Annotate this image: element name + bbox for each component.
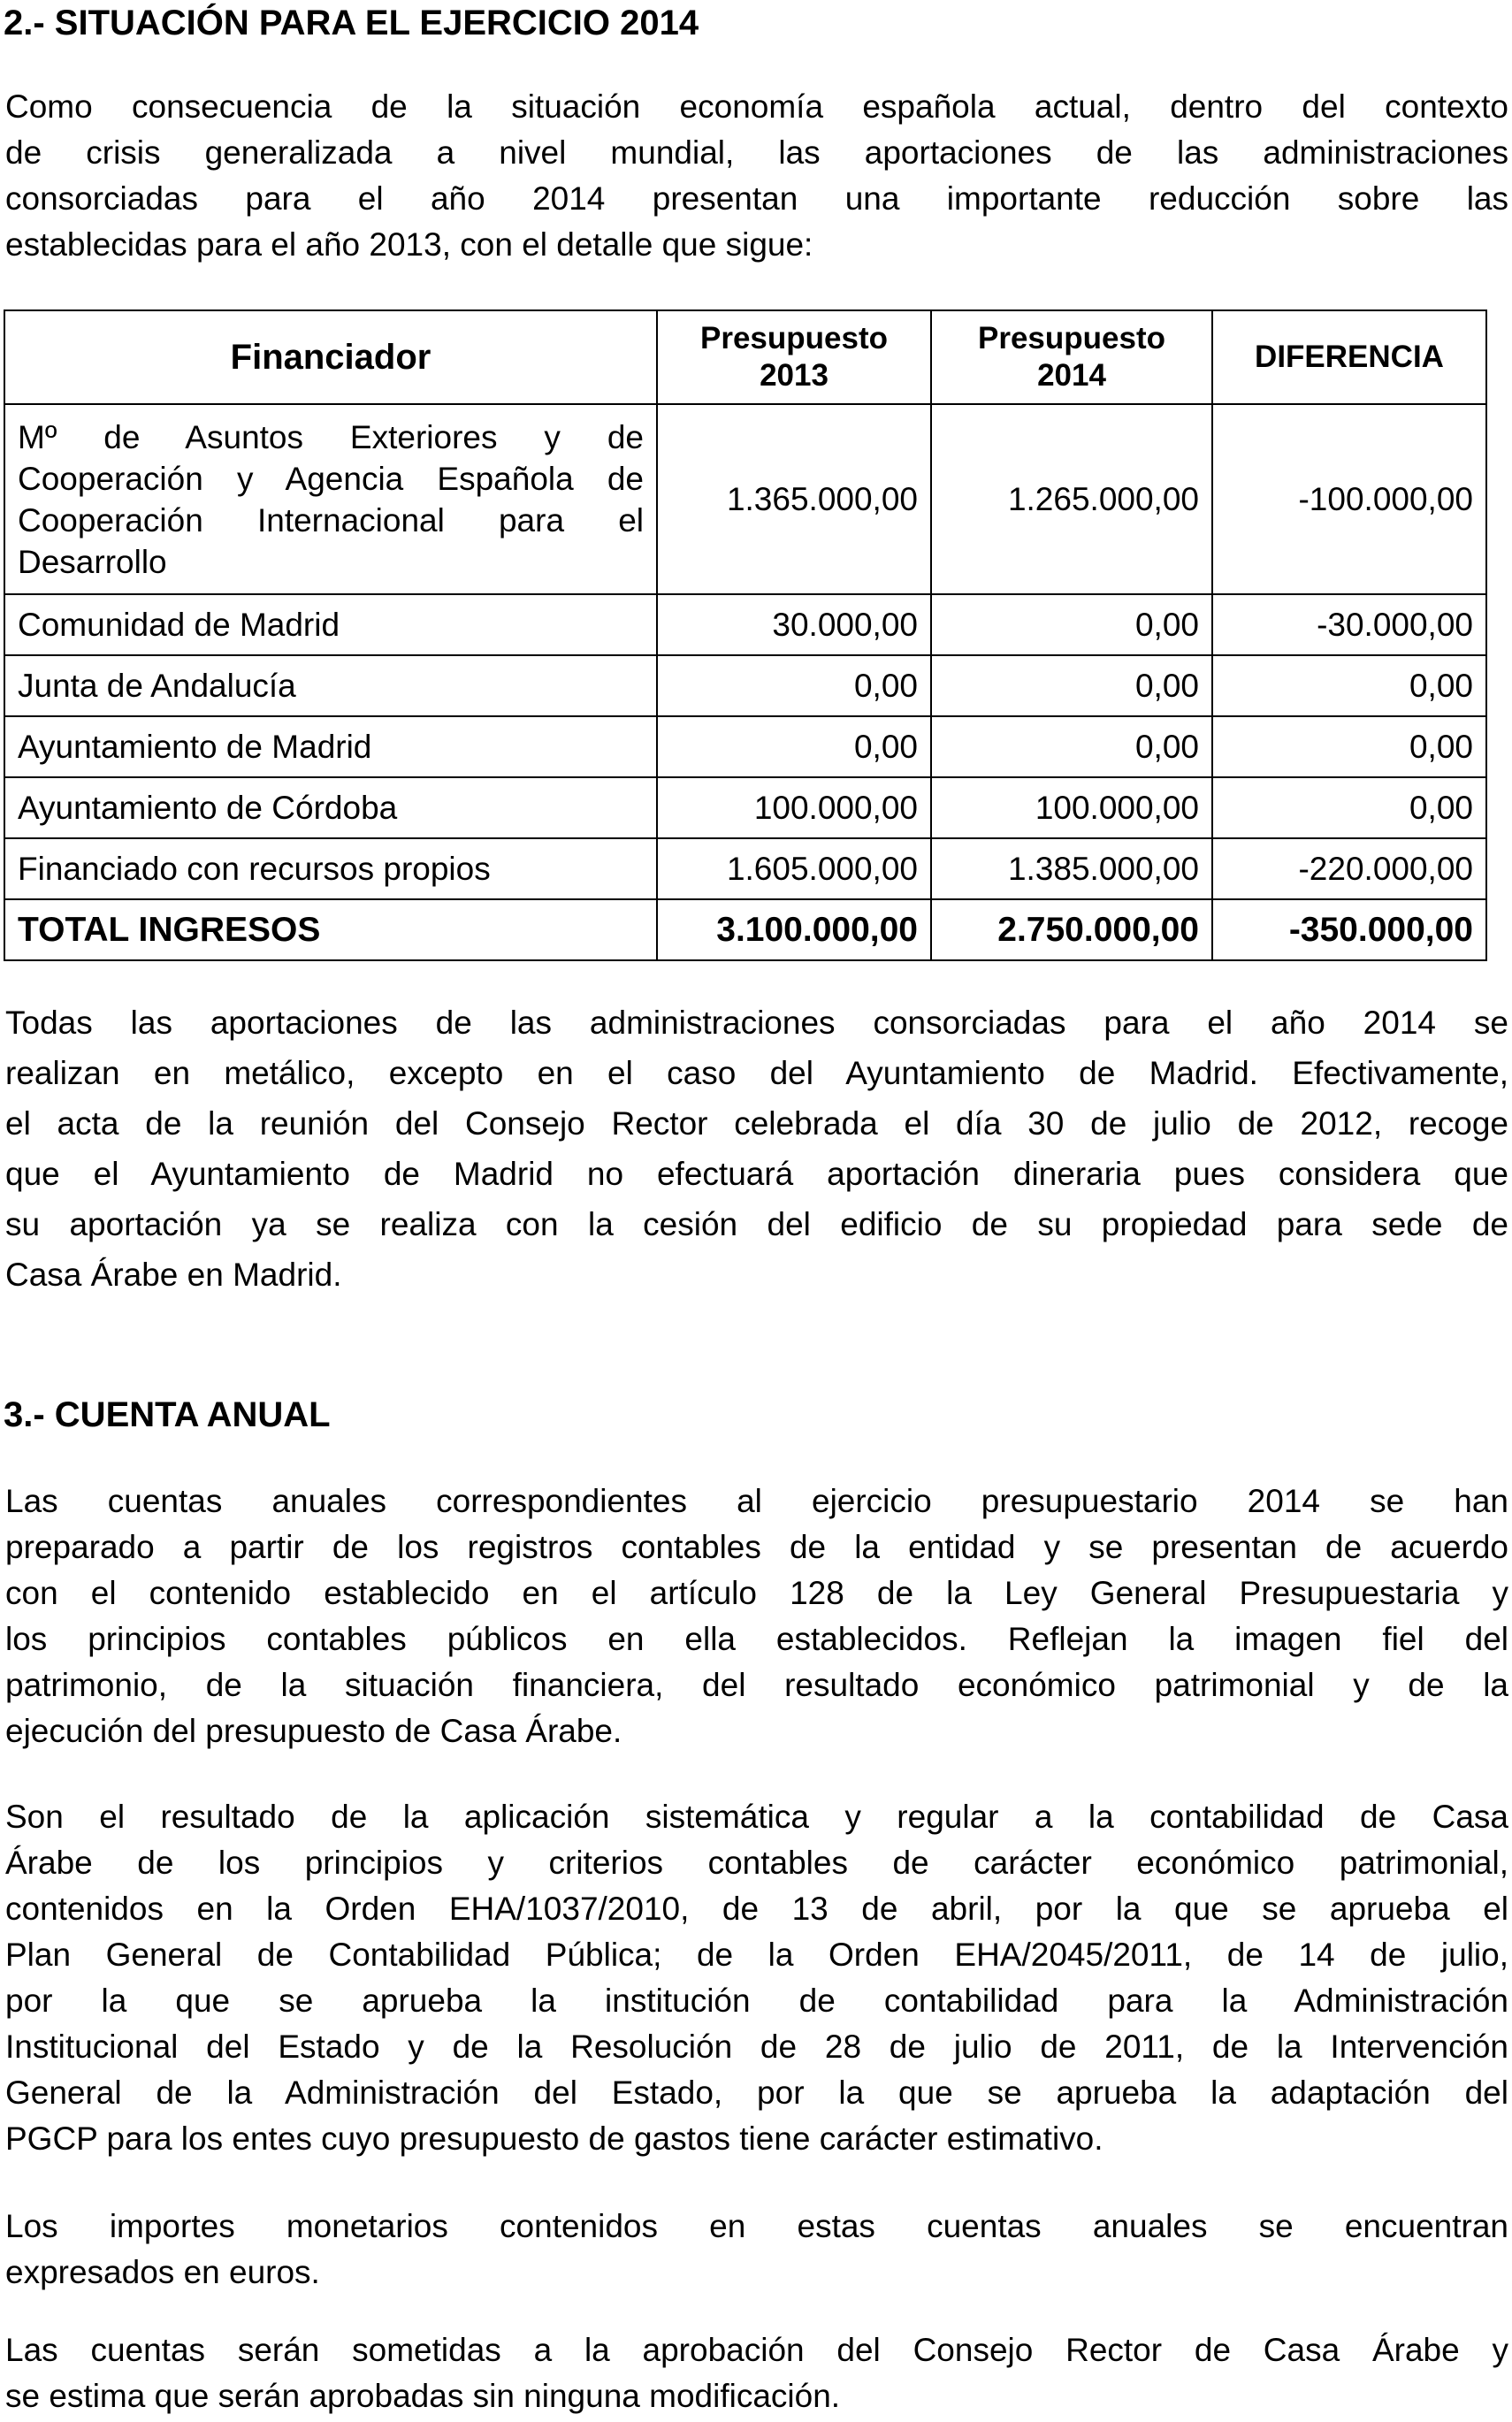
cell-presupuesto-2014: 1.385.000,00 — [931, 838, 1212, 899]
text-line: Como consecuencia de la situación economía española actual, dentro del contexto — [5, 88, 1508, 125]
cell-diferencia: 0,00 — [1212, 716, 1486, 777]
table-header-row — [4, 310, 1486, 404]
text-line: Institucional del Estado y de la Resolución de 28 de julio de 2011, de la Intervención — [5, 2029, 1508, 2065]
section-2-closing-paragraph — [5, 997, 1508, 1300]
text-line: con el contenido establecido en el artículo 128 de la Ley General Presupuestaria y — [5, 1575, 1508, 1611]
cell-presupuesto-2014: 0,00 — [931, 716, 1212, 777]
table-row — [4, 716, 1486, 777]
text-line: General de la Administración del Estado, por la que se aprueba la adaptación del — [5, 2074, 1508, 2111]
header-financiador: Financiador — [4, 310, 657, 404]
cell-presupuesto-2014: 0,00 — [931, 594, 1212, 655]
text-line: Cooperación y Agencia Española de — [18, 460, 644, 497]
header-year: 2014 — [1037, 358, 1106, 393]
cell-presupuesto-2013: 100.000,00 — [657, 777, 931, 838]
header-diferencia: DIFERENCIA — [1212, 310, 1486, 404]
table-row — [4, 655, 1486, 716]
text-line: realizan en metálico, excepto en el caso del Ayuntamiento de Madrid. Efectivamente, — [5, 1055, 1508, 1091]
cell-total-label: TOTAL INGRESOS — [4, 899, 657, 960]
text-line: expresados en euros. — [5, 2254, 320, 2290]
text-line: Los importes monetarios contenidos en estas cuentas anuales se encuentran — [5, 2208, 1508, 2244]
cell-financiador: Ayuntamiento de Córdoba — [4, 777, 657, 838]
cell-diferencia: -30.000,00 — [1212, 594, 1486, 655]
cell-presupuesto-2013: 1.365.000,00 — [657, 404, 931, 594]
text-line: contenidos en la Orden EHA/1037/2010, de 13 de abril, por la que se aprueba el — [5, 1891, 1508, 1927]
text-line: se estima que serán aprobadas sin ninguna modificación. — [5, 2378, 841, 2414]
text-line: que el Ayuntamiento de Madrid no efectuará aportación dineraria pues considera que — [5, 1156, 1508, 1192]
text-line: PGCP para los entes cuyo presupuesto de gastos tiene carácter estimativo. — [5, 2120, 1103, 2157]
text-line: Casa Árabe en Madrid. — [5, 1257, 342, 1293]
cell-diferencia: -100.000,00 — [1212, 404, 1486, 594]
table-row — [4, 404, 1486, 594]
header-year: 2013 — [760, 358, 829, 393]
section-2-intro-paragraph — [5, 84, 1508, 268]
text-line: ejecución del presupuesto de Casa Árabe. — [5, 1713, 622, 1749]
header-label: Presupuesto — [978, 321, 1165, 355]
cell-presupuesto-2013: 30.000,00 — [657, 594, 931, 655]
text-line: por la que se aprueba la institución de contabilidad para la Administración — [5, 1983, 1508, 2019]
section-3-paragraph-4 — [5, 2327, 1508, 2419]
text-line: su aportación ya se realiza con la cesión del edificio de su propiedad para sede de — [5, 1206, 1508, 1242]
header-label: Presupuesto — [700, 321, 888, 355]
cell-total-2013: 3.100.000,00 — [657, 899, 931, 960]
cell-financiador — [4, 404, 657, 594]
text-line: patrimonio, de la situación financiera, del resultado económico patrimonial y de la — [5, 1667, 1508, 1703]
cell-presupuesto-2014: 0,00 — [931, 655, 1212, 716]
text-line: Son el resultado de la aplicación sistemática y regular a la contabilidad de Casa — [5, 1799, 1508, 1835]
text-line: de crisis generalizada a nivel mundial, las aportaciones de las administraciones — [5, 134, 1508, 171]
cell-presupuesto-2013: 0,00 — [657, 655, 931, 716]
table-row — [4, 838, 1486, 899]
text-line: Las cuentas serán sometidas a la aprobación del Consejo Rector de Casa Árabe y — [5, 2332, 1508, 2368]
table-row — [4, 777, 1486, 838]
cell-presupuesto-2014: 1.265.000,00 — [931, 404, 1212, 594]
section-2-heading: 2.- SITUACIÓN PARA EL EJERCICIO 2014 — [4, 4, 699, 42]
text-line: Todas las aportaciones de las administraciones consorciadas para el año 2014 se — [5, 1005, 1508, 1041]
section-3-paragraph-1 — [5, 1478, 1508, 1754]
cell-diferencia: -220.000,00 — [1212, 838, 1486, 899]
section-3-paragraph-3 — [5, 2204, 1508, 2296]
text-line: Árabe de los principios y criterios contables de carácter económico patrimonial, — [5, 1845, 1508, 1881]
cell-presupuesto-2013: 1.605.000,00 — [657, 838, 931, 899]
cell-presupuesto-2014: 100.000,00 — [931, 777, 1212, 838]
text-line: establecidas para el año 2013, con el detalle que sigue: — [5, 226, 813, 263]
cell-financiador: Comunidad de Madrid — [4, 594, 657, 655]
text-line: el acta de la reunión del Consejo Rector celebrada el día 30 de julio de 2012, recoge — [5, 1105, 1508, 1142]
cell-presupuesto-2013: 0,00 — [657, 716, 931, 777]
table-row — [4, 594, 1486, 655]
cell-diferencia: 0,00 — [1212, 655, 1486, 716]
cell-financiador: Financiado con recursos propios — [4, 838, 657, 899]
text-line: Las cuentas anuales correspondientes al ejercicio presupuestario 2014 se han — [5, 1483, 1508, 1519]
text-line: consorciadas para el año 2014 presentan una importante reducción sobre las — [5, 180, 1508, 217]
cell-total-diferencia: -350.000,00 — [1212, 899, 1486, 960]
text-line: Cooperación Internacional para el — [18, 501, 644, 539]
text-line: Mº de Asuntos Exteriores y de — [18, 418, 644, 455]
cell-financiador: Junta de Andalucía — [4, 655, 657, 716]
cell-financiador: Ayuntamiento de Madrid — [4, 716, 657, 777]
text-line: Plan General de Contabilidad Pública; de la Orden EHA/2045/2011, de 14 de julio, — [5, 1937, 1508, 1973]
section-3-heading: 3.- CUENTA ANUAL — [4, 1395, 331, 1434]
text-line: los principios contables públicos en ella establecidos. Reflejan la imagen fiel del — [5, 1621, 1508, 1657]
funding-table — [4, 309, 1487, 961]
header-presupuesto-2013 — [657, 310, 931, 404]
text-line: Desarrollo — [18, 543, 167, 580]
cell-total-2014: 2.750.000,00 — [931, 899, 1212, 960]
table-total-row — [4, 899, 1486, 960]
cell-diferencia: 0,00 — [1212, 777, 1486, 838]
header-presupuesto-2014 — [931, 310, 1212, 404]
text-line: preparado a partir de los registros contables de la entidad y se presentan de acuerdo — [5, 1529, 1508, 1565]
section-3-paragraph-2 — [5, 1794, 1508, 2162]
